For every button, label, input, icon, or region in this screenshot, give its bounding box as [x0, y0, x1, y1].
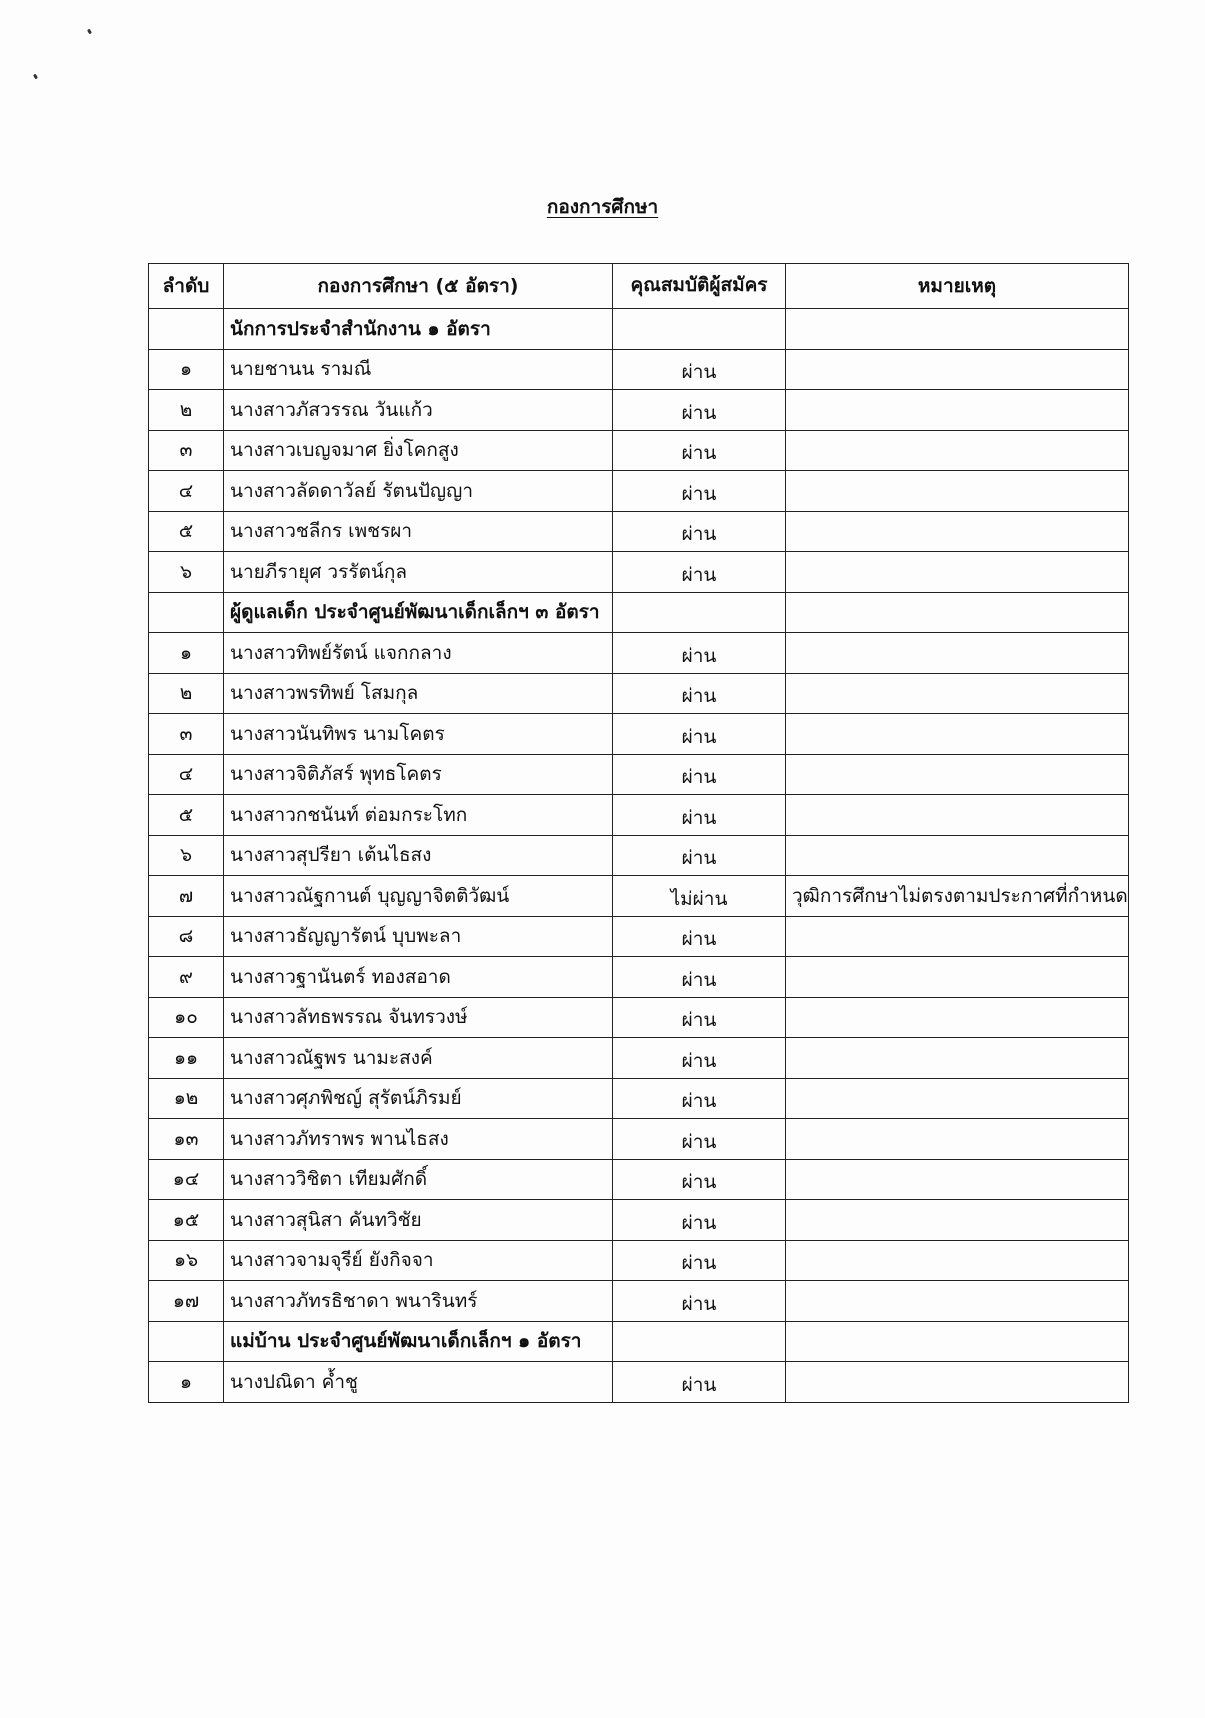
table-row [149, 957, 1129, 998]
qualification-status: ผ่าน [613, 1362, 786, 1403]
qualification-status: ผ่าน [613, 754, 786, 795]
table-row [149, 754, 1129, 795]
applicant-name: นางสาวสุปรียา เต้นไธสง [224, 835, 613, 876]
qualification-status: ผ่าน [613, 997, 786, 1038]
row-number: ๖ [149, 552, 224, 593]
table-row [149, 552, 1129, 593]
applicant-name: นางสาวกชนันท์ ต่อมกระโทก [224, 795, 613, 836]
qualification-status: ผ่าน [613, 714, 786, 755]
header-remarks: หมายเหตุ [786, 264, 1129, 309]
section-header-row [149, 592, 1129, 633]
table-row [149, 1119, 1129, 1160]
remarks [786, 714, 1129, 755]
remarks [786, 1362, 1129, 1403]
table-row [149, 876, 1129, 917]
remarks: วุฒิการศึกษาไม่ตรงตามประกาศที่กำหนด [786, 876, 1129, 917]
section-header-row [149, 1321, 1129, 1362]
remarks [786, 795, 1129, 836]
applicant-name: นางสาวสุนิสา คันทวิชัย [224, 1200, 613, 1241]
table-header-row [149, 264, 1129, 309]
applicant-name: นางสาวศุภพิชญ์ สุรัตน์ภิรมย์ [224, 1078, 613, 1119]
qualification-status [613, 1321, 786, 1362]
row-number: ๙ [149, 957, 224, 998]
table-row [149, 633, 1129, 674]
row-number: ๑๑ [149, 1038, 224, 1079]
applicant-name: นางสาววิชิตา เทียมศักดิ์ [224, 1159, 613, 1200]
qualification-status: ผ่าน [613, 1119, 786, 1160]
row-number: ๑๖ [149, 1240, 224, 1281]
qualification-status: ไม่ผ่าน [613, 876, 786, 917]
applicant-name: นางสาวจิติภัสร์ พุทธโคตร [224, 754, 613, 795]
row-number: ๑๒ [149, 1078, 224, 1119]
remarks [786, 754, 1129, 795]
remarks [786, 349, 1129, 390]
row-number: ๔ [149, 754, 224, 795]
applicant-name: นางสาวภัทราพร พานไธสง [224, 1119, 613, 1160]
header-qualification: คุณสมบัติผู้สมัคร [613, 264, 786, 309]
qualification-status: ผ่าน [613, 916, 786, 957]
qualification-status [613, 592, 786, 633]
qualification-status: ผ่าน [613, 390, 786, 431]
remarks [786, 1119, 1129, 1160]
qualification-status: ผ่าน [613, 1281, 786, 1322]
remarks [786, 430, 1129, 471]
qualification-status: ผ่าน [613, 633, 786, 674]
qualification-status: ผ่าน [613, 552, 786, 593]
table-row [149, 430, 1129, 471]
remarks [786, 916, 1129, 957]
qualification-status [613, 309, 786, 350]
applicant-name: นางสาวภัทรธิชาดา พนารินทร์ [224, 1281, 613, 1322]
qualification-status: ผ่าน [613, 511, 786, 552]
remarks [786, 957, 1129, 998]
applicant-name: นางสาวลัทธพรรณ จันทรวงษ์ [224, 997, 613, 1038]
row-number: ๒ [149, 673, 224, 714]
remarks [786, 592, 1129, 633]
remarks [786, 633, 1129, 674]
remarks [786, 673, 1129, 714]
remarks [786, 835, 1129, 876]
row-number: ๕ [149, 511, 224, 552]
remarks [786, 1321, 1129, 1362]
row-number: ๑ [149, 349, 224, 390]
remarks [786, 1281, 1129, 1322]
table-row [149, 673, 1129, 714]
table-row [149, 349, 1129, 390]
qualification-status: ผ่าน [613, 1159, 786, 1200]
remarks [786, 1159, 1129, 1200]
row-number: ๑๓ [149, 1119, 224, 1160]
row-number: ๕ [149, 795, 224, 836]
header-division: กองการศึกษา (๕ อัตรา) [224, 264, 613, 309]
remarks [786, 1078, 1129, 1119]
header-order: ลำดับ [149, 264, 224, 309]
applicant-name: นายชานน รามณี [224, 349, 613, 390]
applicant-name: นางสาวทิพย์รัตน์ แจกกลาง [224, 633, 613, 674]
section-title: ผู้ดูแลเด็ก ประจำศูนย์พัฒนาเด็กเล็กฯ ๓ อัตรา [224, 592, 613, 633]
qualification-status: ผ่าน [613, 430, 786, 471]
scan-speck [33, 74, 38, 80]
remarks [786, 1200, 1129, 1241]
table-row [149, 390, 1129, 431]
row-number: ๑ [149, 633, 224, 674]
applicant-name: นางสาวนันทิพร นามโคตร [224, 714, 613, 755]
applicant-name: นางปณิดา ค้ำชู [224, 1362, 613, 1403]
row-number: ๗ [149, 876, 224, 917]
row-number [149, 309, 224, 350]
qualification-status: ผ่าน [613, 957, 786, 998]
table-row [149, 1078, 1129, 1119]
section-title: นักการประจำสำนักงาน ๑ อัตรา [224, 309, 613, 350]
row-number: ๖ [149, 835, 224, 876]
row-number [149, 592, 224, 633]
row-number [149, 1321, 224, 1362]
qualification-status: ผ่าน [613, 1078, 786, 1119]
qualification-status: ผ่าน [613, 1240, 786, 1281]
applicant-name: นางสาวธัญญารัตน์ บุบพะลา [224, 916, 613, 957]
qualification-status: ผ่าน [613, 349, 786, 390]
applicant-name: นายภีรายุศ วรรัตน์กุล [224, 552, 613, 593]
table-row [149, 511, 1129, 552]
applicant-name: นางสาวจามจุรีย์ ยังกิจจา [224, 1240, 613, 1281]
table-row [149, 1362, 1129, 1403]
applicant-name: นางสาวชลีกร เพชรผา [224, 511, 613, 552]
applicant-name: นางสาวฐานันตร์ ทองสอาด [224, 957, 613, 998]
section-header-row [149, 309, 1129, 350]
row-number: ๔ [149, 471, 224, 512]
row-number: ๑๕ [149, 1200, 224, 1241]
qualification-status: ผ่าน [613, 673, 786, 714]
row-number: ๑ [149, 1362, 224, 1403]
row-number: ๑๗ [149, 1281, 224, 1322]
row-number: ๓ [149, 714, 224, 755]
remarks [786, 309, 1129, 350]
table-row [149, 916, 1129, 957]
qualification-status: ผ่าน [613, 471, 786, 512]
applicant-table [148, 263, 1129, 1403]
qualification-status: ผ่าน [613, 835, 786, 876]
applicant-name: นางสาวณัฐพร นามะสงค์ [224, 1038, 613, 1079]
applicant-name: นางสาวลัดดาวัลย์ รัตนปัญญา [224, 471, 613, 512]
table-row [149, 997, 1129, 1038]
applicant-name: นางสาวภัสวรรณ วันแก้ว [224, 390, 613, 431]
row-number: ๘ [149, 916, 224, 957]
applicant-name: นางสาวพรทิพย์ โสมกุล [224, 673, 613, 714]
table-row [149, 1038, 1129, 1079]
page-title: กองการศึกษา [546, 196, 659, 218]
row-number: ๓ [149, 430, 224, 471]
table-row [149, 835, 1129, 876]
table-row [149, 1159, 1129, 1200]
remarks [786, 471, 1129, 512]
remarks [786, 390, 1129, 431]
remarks [786, 511, 1129, 552]
section-title: แม่บ้าน ประจำศูนย์พัฒนาเด็กเล็กฯ ๑ อัตรา [224, 1321, 613, 1362]
remarks [786, 1038, 1129, 1079]
table-row [149, 795, 1129, 836]
table-row [149, 1240, 1129, 1281]
table-row [149, 714, 1129, 755]
row-number: ๑๐ [149, 997, 224, 1038]
qualification-status: ผ่าน [613, 1038, 786, 1079]
applicant-name: นางสาวณัฐกานต์ บุญญาจิตติวัฒน์ [224, 876, 613, 917]
remarks [786, 1240, 1129, 1281]
table-row [149, 1281, 1129, 1322]
qualification-status: ผ่าน [613, 1200, 786, 1241]
scan-speck [87, 29, 92, 35]
remarks [786, 552, 1129, 593]
table-row [149, 471, 1129, 512]
remarks [786, 997, 1129, 1038]
row-number: ๑๔ [149, 1159, 224, 1200]
applicant-name: นางสาวเบญจมาศ ยิ่งโคกสูง [224, 430, 613, 471]
row-number: ๒ [149, 390, 224, 431]
qualification-status: ผ่าน [613, 795, 786, 836]
table-row [149, 1200, 1129, 1241]
